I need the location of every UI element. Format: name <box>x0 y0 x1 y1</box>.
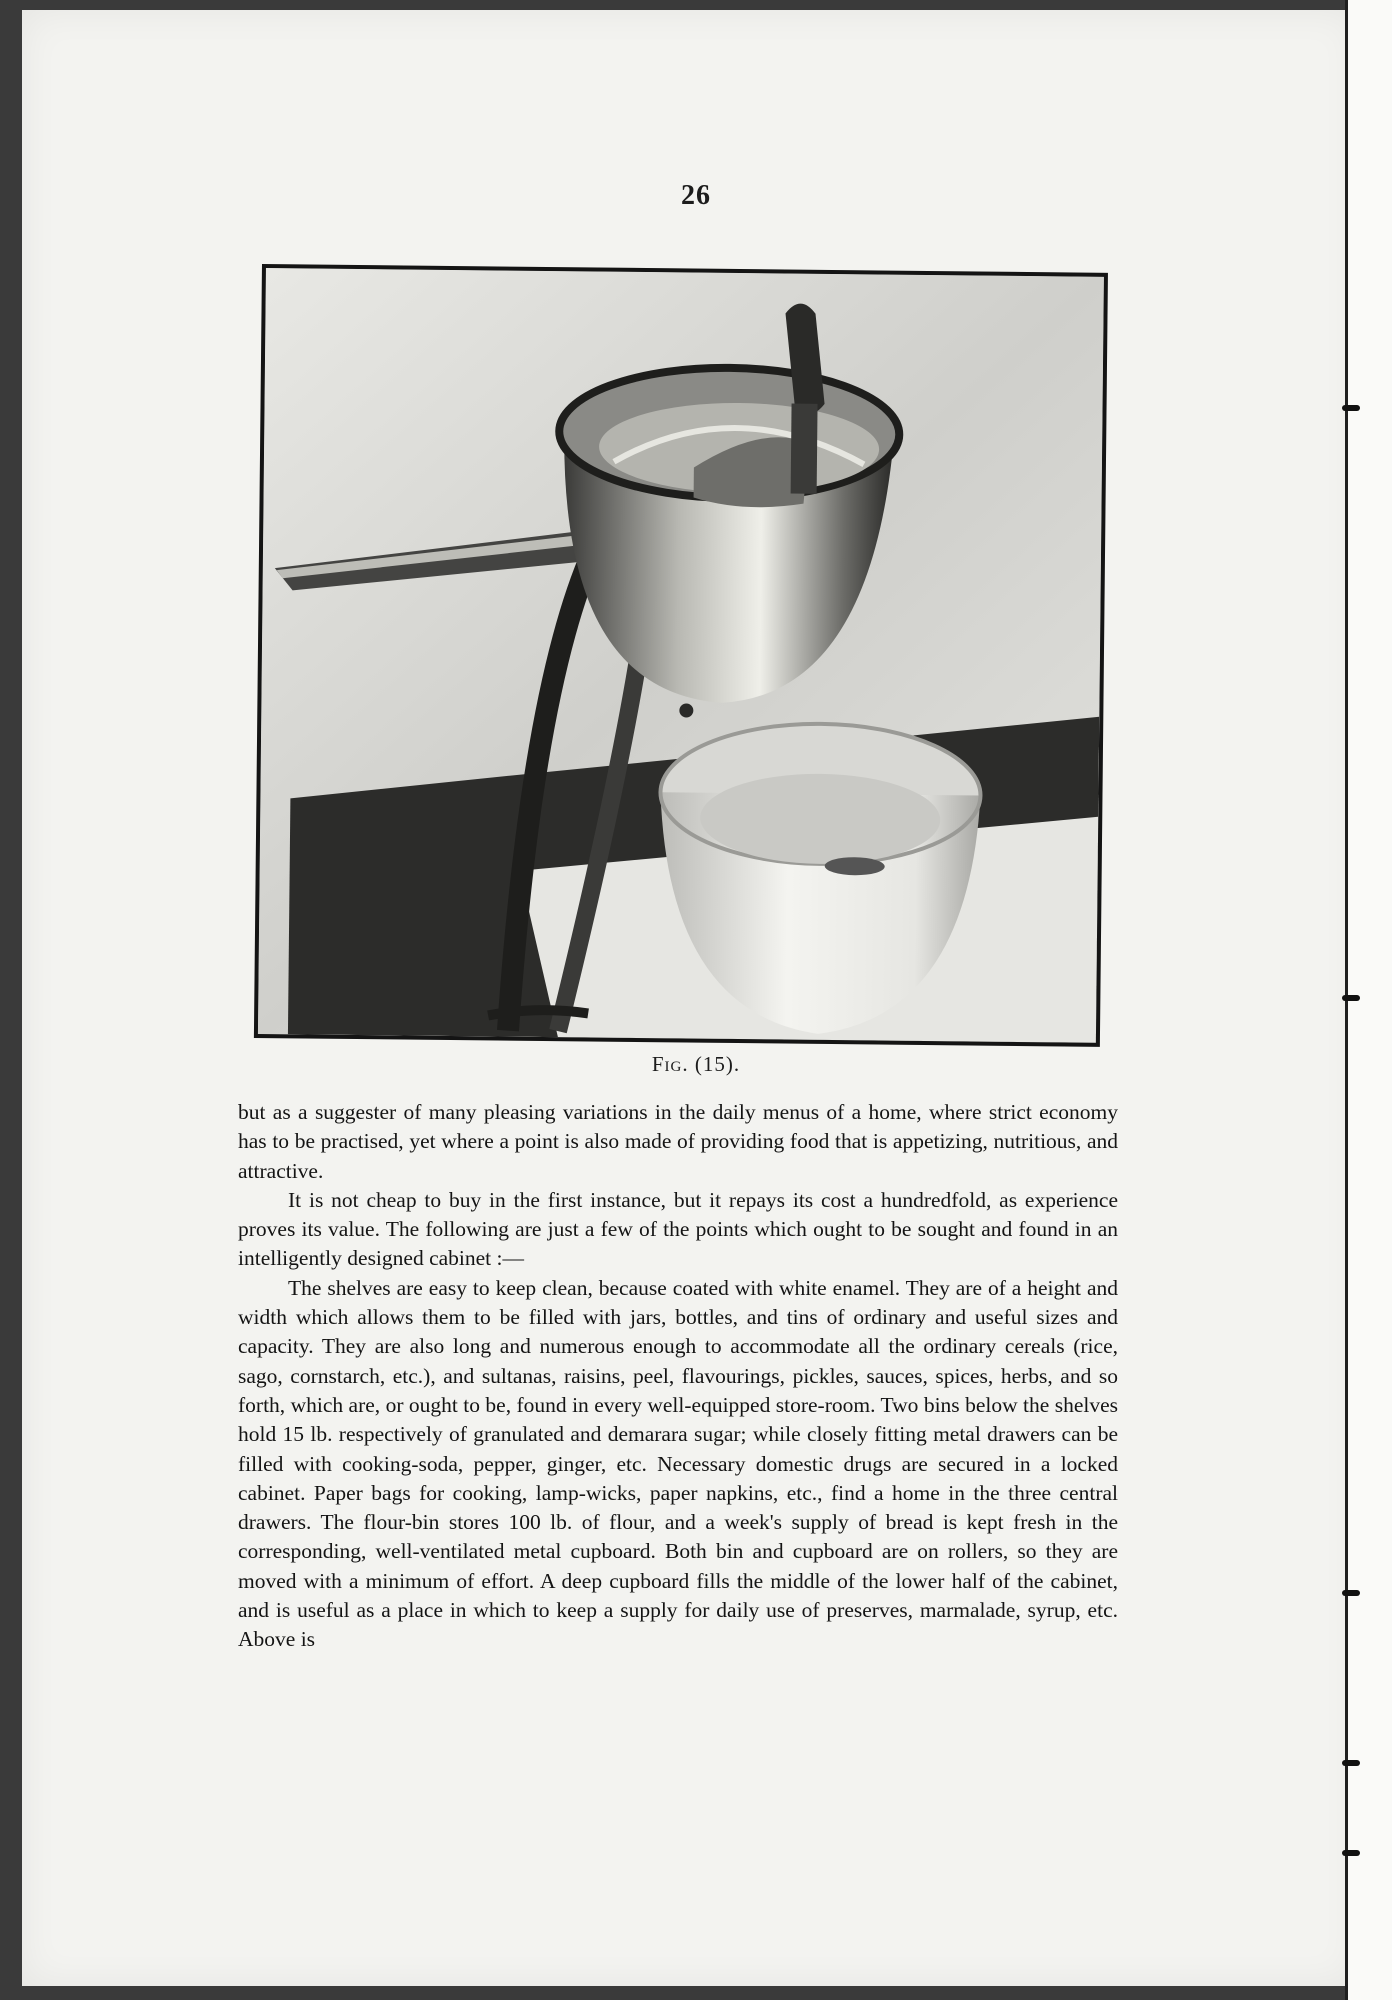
binding-mark <box>1342 1590 1360 1596</box>
paragraph: The shelves are easy to keep clean, because coated with white enamel. They are of a height and width which allows them to be filled with jars, bottles, and tins of ordinary and useful sizes and capacity. They are also long and numerous enough to accommodate all the ordinary cereals (rice, sago, cornstarch, etc.), and sultanas, raisins, peel, flavourings, pickles, sauces, spices, herbs, and so forth, which are, or ought to be, found in every well-equipped store-room. Two bins below the shelves hold 15 lb. respectively of granulated and demarara sugar; while closely fitting metal drawers can be filled with cooking-soda, pepper, ginger, etc. Necessary domestic drugs are secured in a locked cabinet. Paper bags for cooking, lamp-wicks, paper napkins, etc., find a home in the three central drawers. The flour-bin stores 100 lb. of flour, and a week's supply of bread is kept fresh in the corresponding, well-ventilated metal cupboard. Both bin and cupboard are on rollers, so they are moved with a minimum of effort. A deep cupboard fills the middle of the lower half of the cabinet, and is useful as a place in which to keep a supply for daily use of preserves, marmalade, syrup, etc. Above is <box>238 1275 1118 1652</box>
binding-mark <box>1342 405 1360 411</box>
caption-prefix: Fig. <box>651 1052 689 1076</box>
paragraph: It is not cheap to buy in the first instance, but it repays its cost a hundredfold, as experience proves its value. The following are just a few of the points which ought to be sought and found in an intelligently designed cabinet :— <box>238 1187 1118 1271</box>
body-text <box>238 1098 1118 1655</box>
paragraph: but as a suggester of many pleasing variations in the daily menus of a home, where strict economy has to be practised, yet where a point is also made of providing food that is appetizing, nutritious, and attractive. <box>238 1100 1118 1183</box>
binding-mark <box>1342 1760 1360 1766</box>
binding-mark <box>1342 1850 1360 1856</box>
caption-number: (15). <box>694 1052 741 1076</box>
page-edge-binding <box>1345 0 1392 2000</box>
food-mill-illustration <box>258 268 1104 1043</box>
figure-photograph <box>254 264 1108 1047</box>
page-number: 26 <box>681 180 711 211</box>
figure-caption <box>0 1052 1392 1077</box>
binding-mark <box>1342 995 1360 1001</box>
